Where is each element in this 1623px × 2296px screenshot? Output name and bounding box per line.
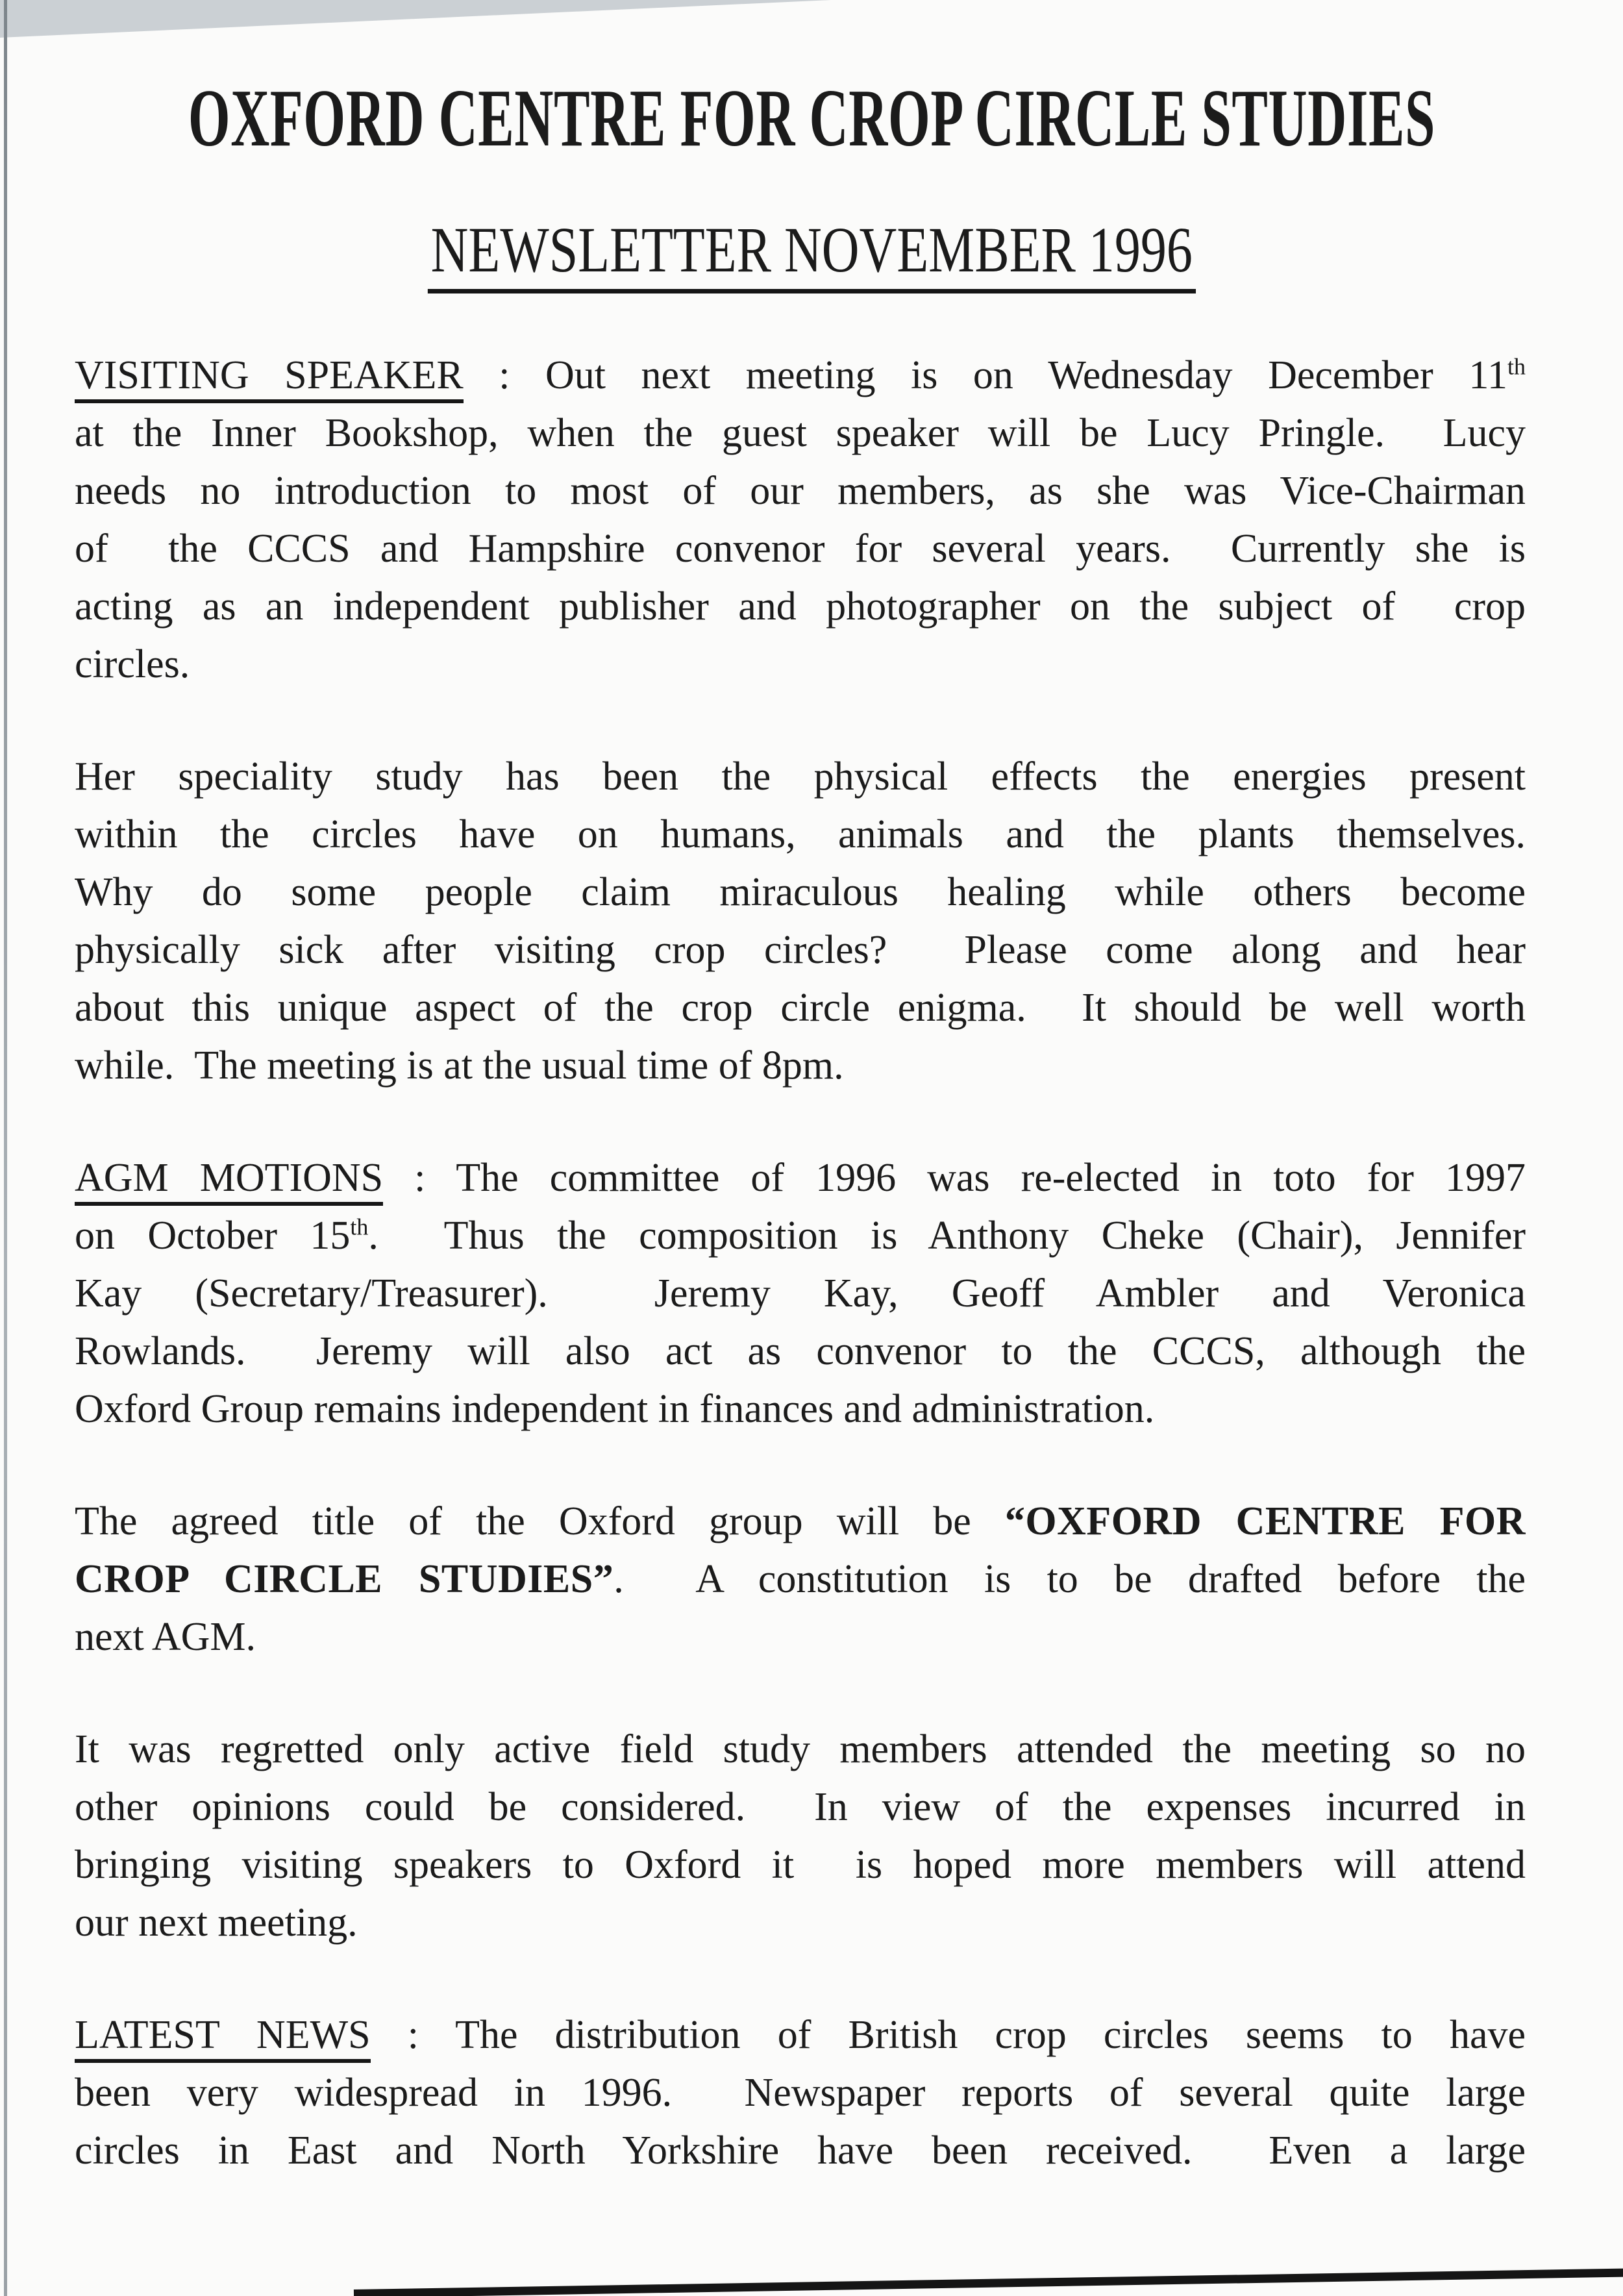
text-line [75,1608,1526,1666]
text-segment: . A constitution is to be drafted before the [613,1557,1526,1601]
text-line [75,1836,1526,1894]
text-segment: The agreed title of the Oxford group will be [75,1499,1005,1543]
text-segment: CROP CIRCLE STUDIES” [75,1557,614,1601]
section-heading: LATEST NEWS [75,2013,371,2063]
text-line [75,2006,1526,2064]
text-segment: It was regretted only active field study members attended the meeting so no [75,1727,1526,1771]
text-segment: while. The meeting is at the usual time of 8pm. [75,1043,844,1088]
text-line [75,1207,1526,1265]
text-line [75,1323,1526,1380]
latest-news-section [75,2006,1526,2180]
text-line [75,1380,1526,1438]
scan-edge-bottom [354,2266,1623,2296]
text-line [75,1149,1526,1207]
text-segment: within the circles have on humans, animals and the plants themselves. [75,812,1526,856]
agreed-title-paragraph [75,1493,1526,1666]
text-line [75,462,1526,520]
text-segment: : The committee of 1996 was re-elected in toto for 1997 [383,1156,1526,1200]
text-segment: of the CCCS and Hampshire convenor for several years. Currently she is [75,527,1526,571]
text-segment: th [350,1214,369,1240]
text-line [75,578,1526,636]
text-segment: circles in East and North Yorkshire have been received. Even a large [75,2128,1526,2173]
text-segment: bringing visiting speakers to Oxford it is hoped more members will attend [75,1843,1526,1887]
text-segment: at the Inner Bookshop, when the guest speaker will be Lucy Pringle. Lucy [75,411,1526,455]
text-segment: Why do some people claim miraculous healing while others become [75,870,1526,914]
speciality-study-paragraph [75,748,1526,1095]
text-line [75,979,1526,1037]
text-segment: Kay (Secretary/Treasurer). Jeremy Kay, Geoff Ambler and Veronica [75,1271,1526,1316]
text-segment: th [1507,353,1526,380]
text-segment: our next meeting. [75,1901,358,1945]
page-title-text: OXFORD CENTRE FOR CROP CIRCLE STUDIES [188,73,1435,164]
text-segment: “OXFORD CENTRE FOR [1004,1499,1526,1543]
text-line [75,1493,1526,1551]
text-segment: circles. [75,642,190,686]
text-segment: : The distribution of British crop circles seems to have [370,2013,1526,2057]
text-line [75,1551,1526,1608]
text-segment: about this unique aspect of the crop circle enigma. It should be well worth [75,986,1526,1030]
section-heading: AGM MOTIONS [75,1156,383,1206]
text-line [75,405,1526,462]
text-segment: needs no introduction to most of our members, as she was Vice-Chairman [75,469,1526,513]
visiting-speaker-section [75,347,1526,693]
text-line [75,864,1526,921]
text-segment: been very widespread in 1996. Newspaper reports of several quite large [75,2071,1526,2115]
text-line [75,806,1526,864]
text-segment: Oxford Group remains independent in finances and administration. [75,1387,1155,1431]
text-line [75,520,1526,578]
text-line [75,1894,1526,1952]
text-segment: Her speciality study has been the physical effects the energies present [75,755,1526,799]
scan-edge-left [4,0,7,2296]
section-heading: VISITING SPEAKER [75,353,464,403]
text-segment: physically sick after visiting crop circles? Please come along and hear [75,928,1526,972]
attendance-paragraph [75,1721,1526,1952]
text-line [75,1721,1526,1778]
text-segment: other opinions could be considered. In view of the expenses incurred in [75,1785,1526,1829]
text-line [75,2122,1526,2180]
page-subtitle: NEWSLETTER NOVEMBER 1996 [428,216,1196,293]
agm-motions-section [75,1149,1526,1438]
text-line [75,1778,1526,1836]
text-segment: . Thus the composition is Anthony Cheke (Chair), Jennifer [368,1214,1526,1258]
page-subtitle-row [0,216,1623,293]
text-line [75,921,1526,979]
text-segment: next AGM. [75,1615,256,1659]
text-line [75,1265,1526,1323]
text-segment: : Out next meeting is on Wednesday December 11 [463,353,1508,397]
text-line [75,1037,1526,1095]
text-line [75,748,1526,806]
text-line [75,347,1526,405]
newsletter-body [75,347,1526,2180]
text-line [75,636,1526,693]
text-segment: on October 15 [75,1214,351,1258]
text-segment: acting as an independent publisher and photographer on the subject of crop [75,584,1526,629]
text-line [75,2064,1526,2122]
text-segment: Rowlands. Jeremy will also act as convenor to the CCCS, although the [75,1329,1526,1373]
